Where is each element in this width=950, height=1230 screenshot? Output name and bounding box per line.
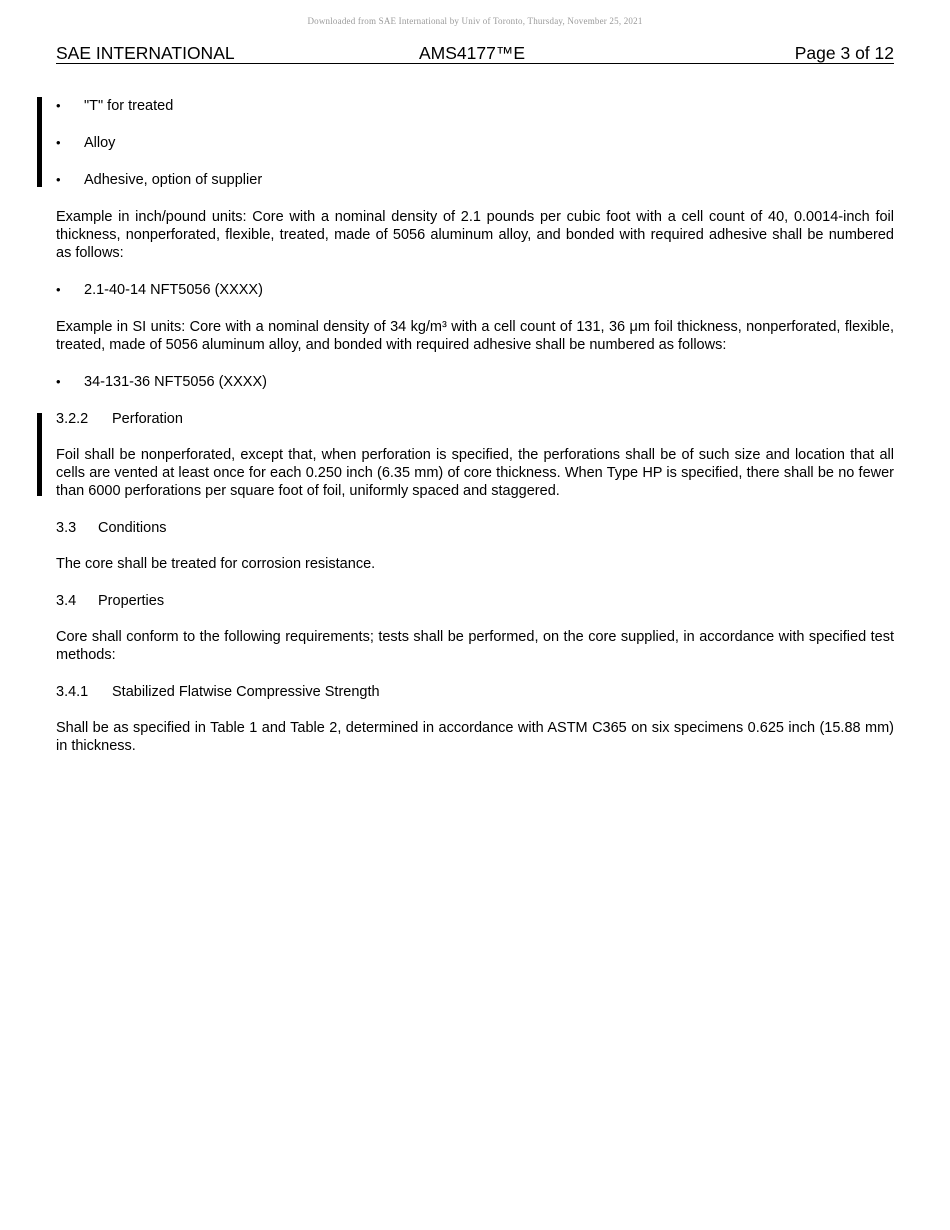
header-page-number: Page 3 of 12 [794,43,894,63]
list-item: • "T" for treated [56,97,894,115]
list-item: • 2.1-40-14 NFT5056 (XXXX) [56,281,894,299]
section-body: Foil shall be nonperforated, except that, when perforation is specified, the perforations shall be of such size and location that all cells are vented at least once for each 0.250 inch (6.35 mm) of core thickness. When Type HP is specified, there shall be no fewer than 6000 perforations per square foot of foil, uniformly spaced and staggered. [56,447,894,499]
section-heading [56,519,894,537]
example-si-paragraph: Example in SI units: Core with a nominal density of 34 kg/m³ with a cell count of 131, 36 μm foil thickness, nonperforated, flexible, treated, made of 5056 aluminum alloy, and bonded with required adhesive shall be numbered as follows: [56,319,894,353]
section-title: Properties [98,593,165,609]
section-number: 3.3 [56,520,77,536]
section-title: Conditions [98,520,167,536]
section-body: The core shall be treated for corrosion resistance. [56,556,376,572]
section-title: Perforation [112,411,183,427]
download-watermark: Downloaded from SAE International by Univ of Toronto, Thursday, November 25, 2021 [307,16,643,26]
section-body: Shall be as specified in Table 1 and Table 2, determined in accordance with ASTM C365 on six specimens 0.625 inch (15.88 mm) in thickness. [56,720,894,754]
page-header [56,43,894,64]
section-number: 3.4 [56,593,77,609]
change-bar [37,97,42,187]
example-inch-paragraph: Example in inch/pound units: Core with a nominal density of 2.1 pounds per cubic foot with a cell count of 40, 0.0014-inch foil thickness, nonperforated, flexible, treated, made of 5056 aluminum alloy, and bonded with required adhesive shall be numbered as follows: [56,209,894,261]
section-number: 3.4.1 [56,684,89,700]
list-item: • Alloy [56,134,894,152]
header-org: SAE INTERNATIONAL [56,43,235,63]
change-bar [37,413,42,496]
list-item: • Adhesive, option of supplier [56,171,894,189]
section-number: 3.2.2 [56,411,89,427]
section-title: Stabilized Flatwise Compressive Strength [112,684,380,700]
section-heading [56,683,894,701]
header-doc-id: AMS4177™E [419,43,526,63]
section-body: Core shall conform to the following requirements; tests shall be performed, on the core supplied, in accordance with specified test methods: [56,629,894,663]
section-heading [56,410,894,428]
section-heading [56,592,894,610]
list-item: • 34-131-36 NFT5056 (XXXX) [56,373,894,391]
document-body [56,97,894,774]
